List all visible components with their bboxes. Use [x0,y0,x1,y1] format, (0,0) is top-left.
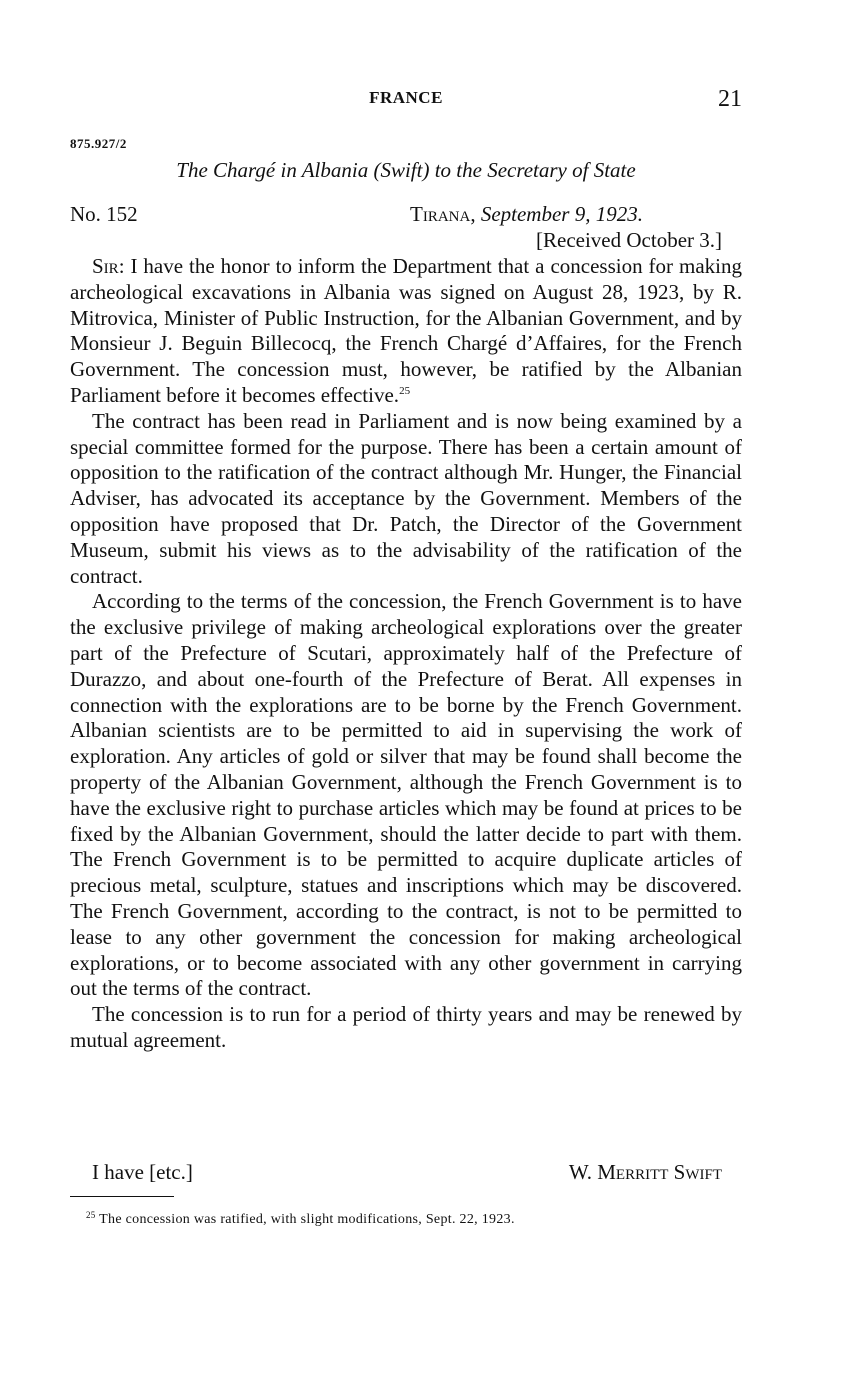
page-number: 21 [718,86,742,112]
running-title: FRANCE [369,88,443,107]
footnote-divider [70,1196,174,1197]
paragraph: According to the terms of the concession, the French Government is to have the exclusive privilege of making archeological explorations over the greater part of the Prefecture of Scutari, approximately half of the Prefecture of Durazzo, and about one-fourth of the Prefecture of Berat. All expenses in connection with the explorations are to be borne by the French Government. Albanian scientists are to be permitted to aid in supervising the work of exploration. Any articles of gold or silver that may be found shall become the property of the Albanian Government, although the French Government is to have the exclusive right to purchase articles which may be found at prices to be fixed by the Albanian Government, should the latter decide to part with them. The French Government is to be permitted to acquire duplicate articles of precious metal, sculpture, statues and inscriptions which may be discovered. The French Government, according to the contract, is not to be permitted to lease to any other government the concession for making archeological explorations, or to become associated with any other government in carrying out the terms of the contract. [70,589,742,1001]
footnote-marker: 25 [86,1210,96,1220]
paragraph-text: : I have the honor to inform the Department that a concession for making archeological excavations in Albania was signed on August 28, 1923, by R. Mitrovica, Minister of Public Instruction, for the Albanian Government, and by Monsieur J. Beguin Billecocq, the French Chargé d’Affaires, for the French Government. The concession must, however, be ratified by the Albanian Parliament before it becomes effective. [70,254,742,407]
signature: W. Merritt Swift [568,1160,722,1184]
footnote [86,1212,515,1228]
document-number: No. 152 [70,202,138,226]
paragraph: The contract has been read in Parliament and is now being examined by a special committee formed for the purpose. There has been a certain amount of opposition to the ratification of the contract although Mr. Hunger, the Financial Adviser, has advocated its acceptance by the Government. Members of the opposition have proposed that Dr. Patch, the Director of the Government Museum, submit his views as to the advisability of the ratification of the contract. [70,408,742,588]
paragraph [70,254,742,409]
letter-body [70,254,742,1054]
file-number: 875.927/2 [70,136,127,151]
dateline-date: September 9, 1923. [480,202,643,226]
dateline [410,202,643,227]
footnote-text: The concession was ratified, with slight modifications, Sept. 22, 1923. [99,1212,515,1227]
dateline-place: Tirana, [410,202,476,226]
salutation: Sir [92,254,119,278]
footnote-reference: 25 [399,384,411,397]
closing: I have [etc.] [92,1160,193,1184]
running-head [70,86,742,114]
document-title: The Chargé in Albania (Swift) to the Secretary of State [176,158,636,182]
received-note: [Received October 3.] [536,228,722,252]
paragraph: The concession is to run for a period of thirty years and may be renewed by mutual agreement. [70,1002,742,1052]
